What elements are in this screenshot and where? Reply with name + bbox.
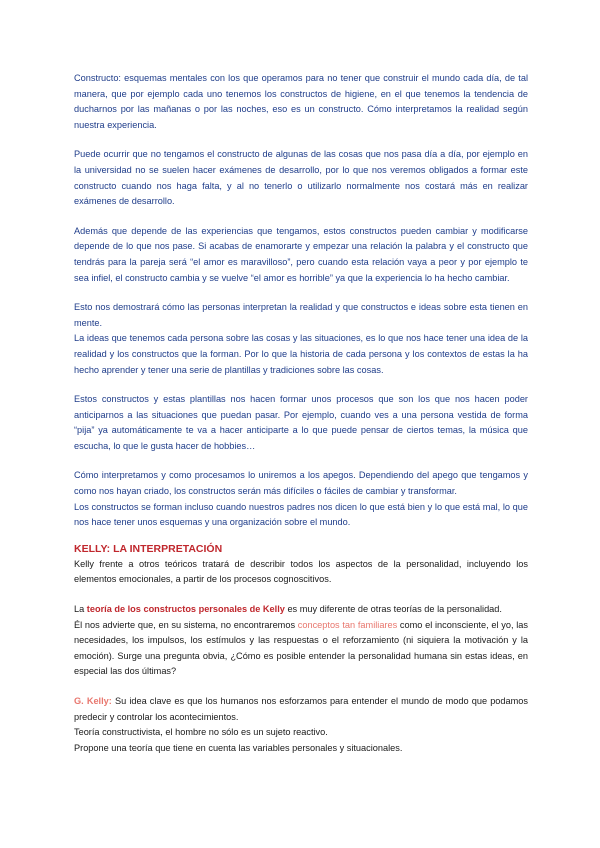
- label-g-kelly: G. Kelly:: [74, 696, 112, 706]
- paragraph-kelly-concepts: [74, 618, 528, 680]
- paragraph-demostrara: Esto nos demostrará cómo las personas interpretan la realidad y que constructos e ideas sobre esta tienen en mente.: [74, 302, 528, 328]
- paragraph-examenes: Puede ocurrir que no tengamos el constructo de algunas de las cosas que nos pasa día a día, por ejemplo en la universidad no se suelen hacer exámenes de desarrollo, por lo que nos veremos obligados a formar este constructo cuando nos haga falta, y al no tenerlo o utilizarlo normalmente nos costará más en realizar exámenes de desarrollo.: [74, 149, 528, 207]
- highlight-theory-name: teoría de los constructos personales de Kelly: [86, 604, 285, 615]
- paragraph-constructivist: Teoría constructivista, el hombre no sólo es un sujeto reactivo.: [74, 727, 328, 738]
- text-fragment: La: [74, 604, 87, 615]
- paragraph-experiencias: Además que depende de las experiencias que tengamos, estos constructos pueden cambiar y modificarse depende de lo que nos pase. Si acabas de enamorarte y empezar una relación la palabra y el constructo que tendrás para la pareja será “el amor es maravilloso”, pero cuando esta relación vaya a peor y por ejemplo te sea infiel, el constructo cambia y se vuelve “el amor es horrible” ya que la experiencia lo ha hecho cambiar.: [74, 225, 528, 283]
- text-fragment: como el inconsciente, el yo, las necesidades, los impulsos, los estímulos y las respuestas o el reforzamiento (ni siquiera la motivación y la emoción). Surge una pregunta obvia, ¿Cómo es posible entender la personalidad humana sin estas ideas, en especial las dos últimas?: [74, 619, 528, 677]
- paragraph-ideas: La ideas que tenemos cada persona sobre las cosas y las situaciones, es lo que nos hace tener una idea de la realidad y los constructos que la forman. Por lo que la historia de cada persona y los contextos de estas la ha hecho aprender y tener una serie de plantillas y tradiciones sobre las cosas.: [74, 333, 528, 375]
- text-fragment: Él nos advierte que, en su sistema, no encontraremos: [74, 619, 298, 630]
- text-fragment: es muy diferente de otras teorías de la personalidad.: [284, 604, 502, 615]
- paragraph-kelly-key-idea: [74, 694, 528, 725]
- paragraph-variables: Propone una teoría que tiene en cuenta las variables personales y situacionales.: [74, 742, 403, 753]
- paragraph-kelly-theory: [74, 602, 528, 618]
- text-fragment: Su idea clave es que los humanos nos esforzamos para entender el mundo de modo que podamos predecir y controlar los acontecimientos.: [74, 696, 528, 722]
- paragraph-padres: Los constructos se forman incluso cuando nuestros padres nos dicen lo que está bien y lo que está mal, lo que nos hace tener unos esquemas y una organización sobre el mundo.: [74, 501, 528, 528]
- paragraph-constructo: Constructo: esquemas mentales con los que operamos para no tener que construir el mundo cada día, de tal manera, que por ejemplo cada uno tenemos los constructos de higiene, en el que tenemos la tendencia de ducharnos por las mañanas o por las noches, eso es un constructo. Cómo interpretamos la realidad según nuestra experiencia.: [74, 73, 528, 130]
- paragraph-apegos: Cómo interpretamos y como procesamos lo uniremos a los apegos. Dependiendo del apego que tengamos y como nos hayan criado, los constructos serán más difíciles o fáciles de cambiar y transformar.: [74, 470, 528, 497]
- highlight-familiar-concepts: conceptos tan familiares: [297, 619, 398, 630]
- paragraph-kelly-intro: Kelly frente a otros teóricos tratará de describir todos los aspectos de la personalidad, incluyendo los elementos emocionales, a partir de los procesos cognoscitivos.: [74, 558, 528, 585]
- document-page: [74, 71, 528, 756]
- section-heading-kelly: KELLY: LA INTERPRETACIÓN: [74, 542, 223, 555]
- paragraph-plantillas: Estos constructos y estas plantillas nos hacen formar unos procesos que son los que nos hacen poder anticiparnos a las situaciones que puedan pasar. Por ejemplo, cuando ves a una persona vestida de forma “pija” ya automáticamente te va a hacer anticiparte a lo que puede pensar de ciertos temas, la música que escucha, lo que le gusta hacer de hobbies…: [74, 394, 528, 451]
